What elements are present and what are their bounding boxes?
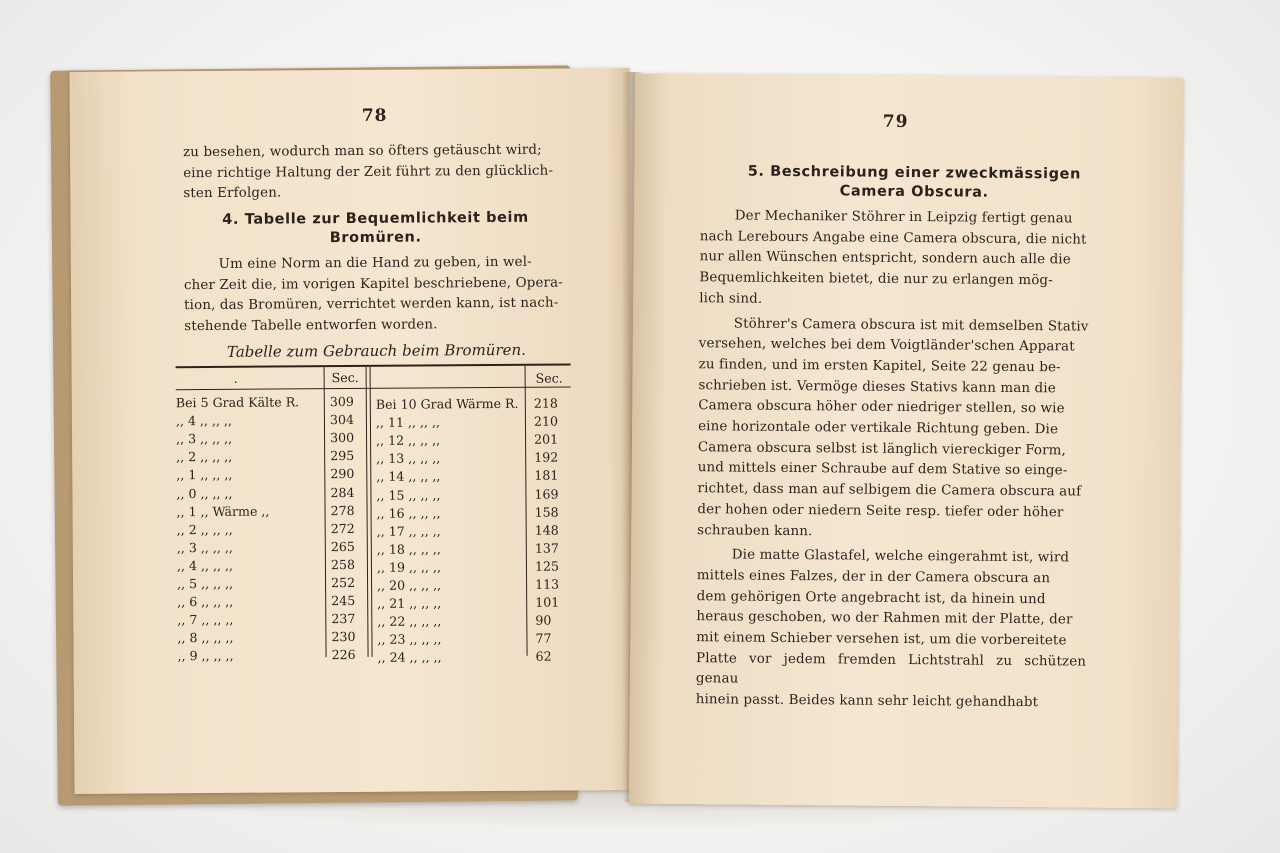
table-right-label: ,, 14 ,, ,, ,,	[376, 468, 441, 485]
text-line: mit einem Schieber versehen ist, um die vorbereitete	[696, 630, 1067, 649]
left-heading-line2: Bromüren.	[329, 229, 422, 247]
text-line: dem gehörigen Orte angebracht ist, da hinein und	[696, 588, 1046, 607]
table-right-sec: 113	[535, 576, 560, 592]
text-line: zu besehen, wodurch man so öfters getäuscht wird;	[183, 142, 542, 161]
table-right-label: ,, 22 ,, ,, ,,	[377, 613, 442, 630]
table-left-sec: 290	[330, 466, 355, 482]
table-left-label: ,, 3 ,, ,, ,,	[176, 539, 233, 556]
text-line: Stöhrer's Camera obscura ist mit demselben Stativ	[733, 316, 1089, 335]
paragraph	[696, 545, 1087, 714]
text-line: eine richtige Haltung der Zeit führt zu den glücklich-	[183, 163, 554, 181]
table-col-divider-1	[324, 367, 327, 657]
table-right-label: ,, 20 ,, ,, ,,	[377, 577, 442, 593]
left-page	[69, 68, 634, 794]
text-line: versehen, welches bei dem Voigtländer'schen Apparat	[698, 336, 1075, 355]
text-line: heraus geschoben, wo der Rahmen mit der Platte, der	[696, 609, 1073, 628]
text-line: Camera obscura höher oder niedriger stellen, so wie	[698, 398, 1065, 417]
table-col-divider-2	[366, 367, 369, 657]
table-left-label: ,, 4 ,, ,, ,,	[175, 412, 233, 429]
text-line: Bequemlichkeiten bietet, die nur zu erlangen mög-	[699, 270, 1053, 289]
table-left-label: ,, 0 ,, ,, ,,	[176, 485, 233, 501]
right-page	[629, 74, 1183, 809]
text-line: cher Zeit die, im vorigen Kapitel beschriebene, Opera-	[183, 275, 563, 293]
table-right-label: ,, 11 ,, ,, ,,	[375, 414, 441, 430]
table-left-label: ,, 7 ,, ,, ,,	[177, 612, 234, 628]
right-heading-line2: Camera Obscura.	[839, 183, 989, 201]
table-right-sec: 169	[534, 486, 559, 502]
table-left-label: ,, 6 ,, ,, ,,	[177, 593, 234, 610]
table-left-sec: 230	[331, 629, 356, 645]
table-left-sec: 252	[331, 574, 356, 591]
table-header-mark: .	[233, 370, 238, 386]
table-left-sec: 295	[330, 448, 355, 464]
table-left-sec: 245	[331, 593, 356, 609]
table-right-sec: 101	[535, 594, 560, 610]
table-right-label: Bei 10 Grad Wärme R.	[375, 395, 519, 412]
paragraph	[699, 206, 1090, 313]
text-line: der hohen oder niedern Seite resp. tiefer oder höher	[697, 502, 1064, 521]
table-left-sec: 272	[330, 520, 355, 536]
table-right-sec: 158	[534, 504, 559, 520]
table-left-sec: 304	[329, 412, 355, 428]
table-left-sec: 300	[329, 430, 355, 446]
table-left-label: ,, 1 ,, Wärme ,,	[176, 503, 270, 519]
bromide-table	[176, 361, 573, 674]
text-line: mittels eines Falzes, der in der Camera obscura an	[696, 568, 1051, 587]
table-right-sec: 137	[534, 540, 559, 556]
table-right-label: ,, 13 ,, ,, ,,	[376, 450, 441, 467]
table-right-label: ,, 16 ,, ,, ,,	[376, 504, 441, 521]
table-right-sec: 201	[534, 431, 559, 447]
table-col-divider-3	[370, 367, 373, 657]
text-line: nach Lerebours Angabe eine Camera obscura, die nicht	[699, 228, 1087, 248]
table-right-sec: 62	[535, 649, 552, 665]
table-header-sec-right: Sec.	[535, 370, 563, 386]
text-line: schrieben ist. Vermöge dieses Stativs kann man die	[698, 377, 1056, 396]
text-line: tion, das Bromüren, verrichtet werden kann, ist nach-	[184, 295, 559, 314]
text-line: schrauben kann.	[697, 522, 813, 539]
right-heading-line1: 5. Beschreibung einer zweckmässigen	[747, 163, 1082, 183]
table-right-sec: 77	[535, 630, 552, 647]
text-line: nur allen Wünschen entspricht, sondern auch alle die	[699, 249, 1071, 268]
left-heading	[175, 208, 575, 249]
table-left-label: ,, 5 ,, ,, ,,	[177, 575, 234, 592]
left-paragraph	[184, 252, 569, 337]
table-left-sec: 237	[331, 611, 356, 627]
table-right-sec: 90	[535, 612, 552, 628]
text-line: Der Mechaniker Stöhrer in Leipzig fertigt genau	[734, 208, 1073, 227]
right-heading	[704, 162, 1124, 204]
text-line: Um eine Norm an die Hand zu geben, in wel-	[218, 254, 532, 272]
table-left-label: ,, 8 ,, ,, ,,	[177, 630, 234, 646]
text-line: lich sind.	[699, 291, 763, 307]
left-heading-line1: 4. Tabelle zur Bequemlichkeit beim	[222, 209, 529, 228]
text-line: stehende Tabelle entworfen worden.	[184, 317, 438, 335]
left-intro-text	[183, 140, 567, 205]
text-line: und mittels einer Schraube auf dem Stative so einge-	[697, 460, 1068, 479]
table-caption: Tabelle zum Gebrauch beim Bromüren.	[226, 340, 526, 361]
table-right-sec: 125	[534, 558, 560, 574]
table-right-label: ,, 19 ,, ,, ,,	[376, 559, 442, 575]
text-line: zu finden, und im ersten Kapitel, Seite 22 genau be-	[698, 357, 1061, 376]
table-left-label: ,, 1 ,, ,, ,,	[176, 467, 233, 483]
table-left-label: ,, 3 ,, ,, ,,	[175, 431, 233, 447]
table-header-rule	[176, 386, 571, 390]
page-number-left: 78	[361, 105, 388, 126]
table-left-sec: 265	[330, 538, 355, 554]
paragraph	[697, 314, 1089, 545]
text-line: Die matte Glastafel, welche eingerahmt ist, wird	[731, 547, 1070, 566]
table-left-label: ,, 2 ,, ,, ,,	[176, 521, 233, 537]
table-right-label: ,, 17 ,, ,, ,,	[376, 523, 441, 539]
table-left-sec: 278	[330, 502, 355, 518]
table-left-sec: 284	[330, 484, 355, 500]
text-line: hinein passt. Beides kann sehr leicht gehandhabt	[695, 692, 1039, 711]
text-line: richtet, dass man auf selbigem die Camera obscura auf	[697, 481, 1082, 500]
right-body-text	[696, 206, 1090, 714]
text-line: Camera obscura selbst ist länglich viereckiger Form,	[697, 439, 1067, 459]
table-left-sec: 309	[329, 393, 354, 410]
table-left-sec: 226	[331, 647, 356, 663]
text-line: sten Erfolgen.	[183, 185, 282, 202]
text-line: Platte vor jedem fremden Lichtstrahl zu schützen genau	[695, 650, 1087, 688]
table-right-label: ,, 21 ,, ,, ,,	[377, 595, 442, 611]
table-col-divider-4	[525, 366, 528, 656]
table-header-sec-left: Sec.	[331, 369, 359, 386]
table-left-label: ,, 9 ,, ,, ,,	[177, 648, 234, 664]
text-line: eine horizontale oder vertikale Richtung geben. Die	[698, 419, 1059, 438]
page-number-right: 79	[882, 111, 909, 133]
table-right-label: ,, 24 ,, ,, ,,	[377, 649, 442, 666]
table-top-rule	[176, 363, 571, 368]
table-left-label: ,, 2 ,, ,, ,,	[176, 449, 233, 465]
table-right-sec: 210	[533, 413, 559, 429]
table-left-sec: 258	[330, 556, 356, 573]
table-right-sec: 181	[534, 467, 559, 484]
table-left-label: ,, 4 ,, ,, ,,	[176, 557, 234, 574]
table-right-label: ,, 15 ,, ,, ,,	[376, 486, 441, 503]
table-right-label: ,, 18 ,, ,, ,,	[376, 541, 441, 557]
table-right-sec: 218	[533, 395, 558, 411]
table-right-sec: 192	[534, 449, 559, 466]
table-right-label: ,, 23 ,, ,, ,,	[377, 631, 442, 648]
table-right-sec: 148	[534, 522, 559, 538]
table-left-label: Bei 5 Grad Kälte R.	[175, 394, 300, 411]
table-right-label: ,, 12 ,, ,, ,,	[376, 432, 441, 449]
